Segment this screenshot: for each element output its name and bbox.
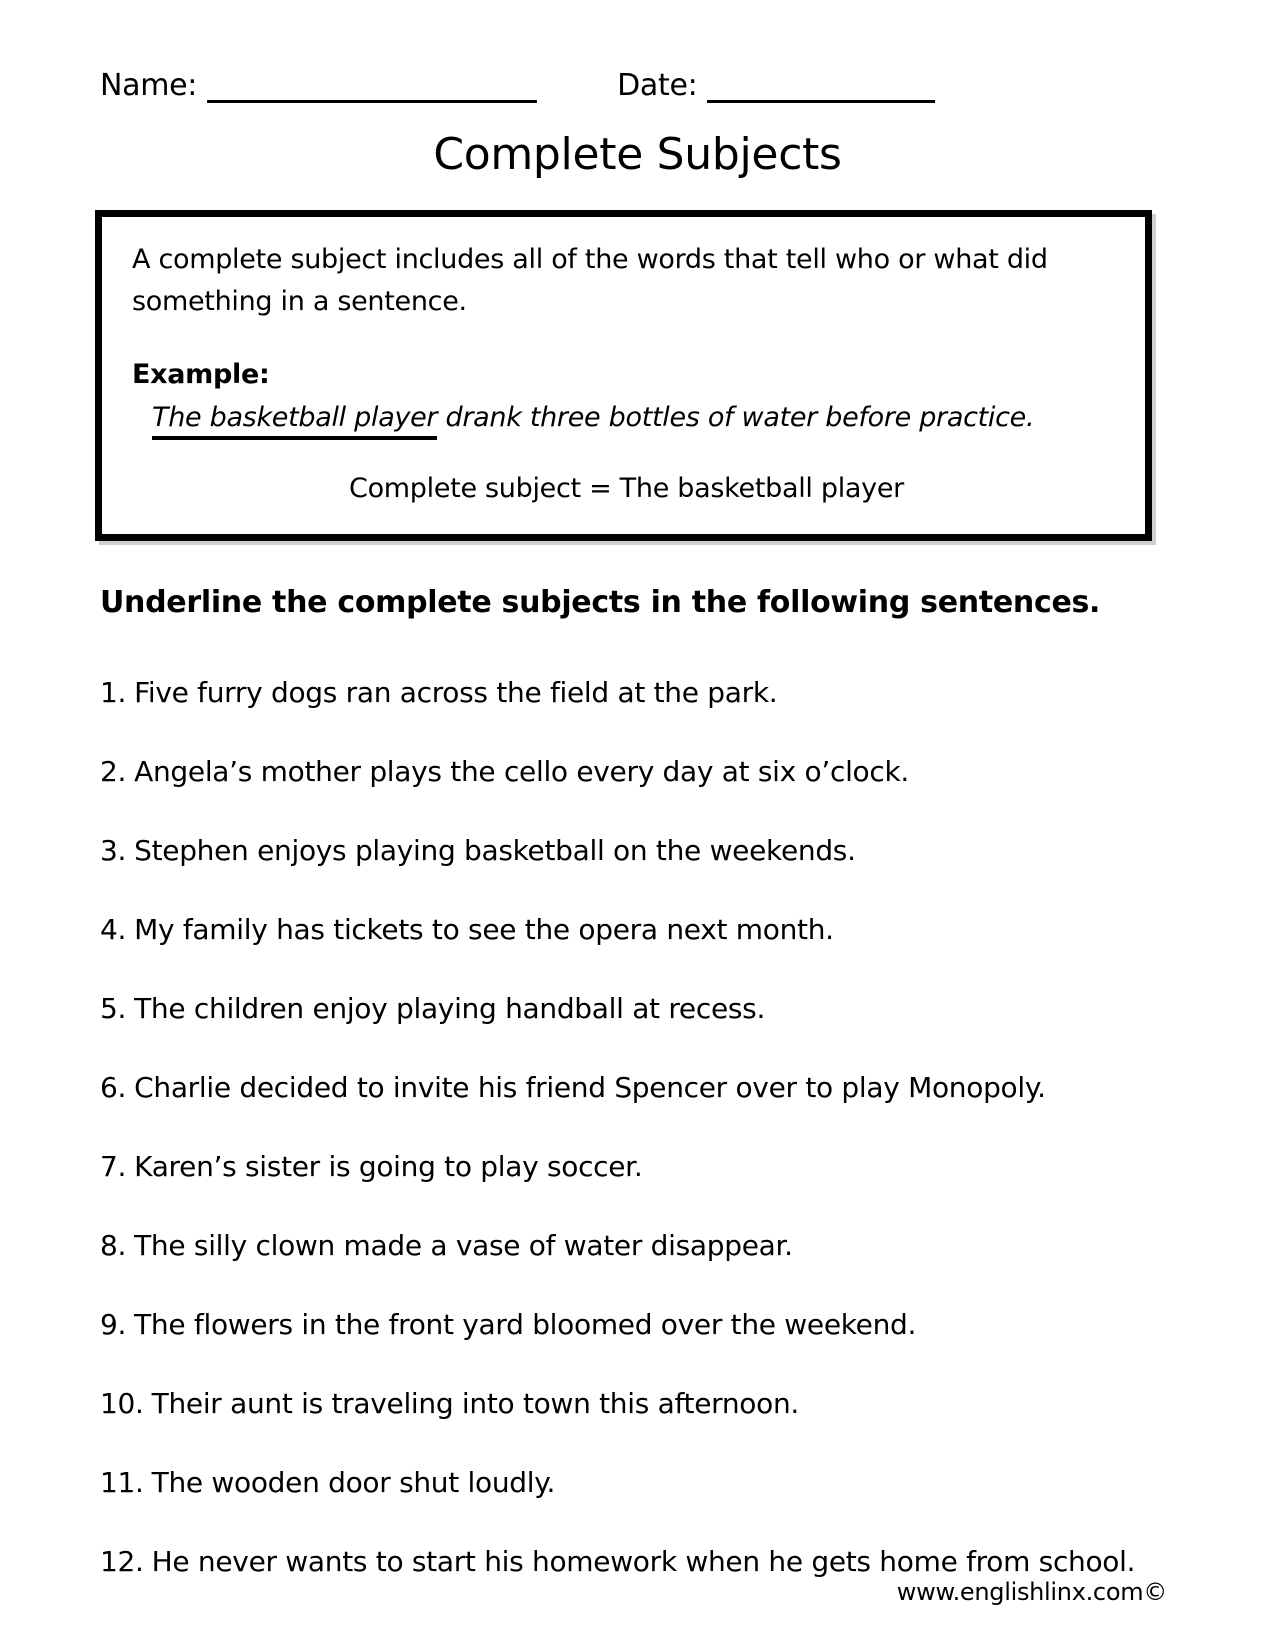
sentence-number: 5. [100,991,127,1025]
sentence-list [100,676,1275,1578]
sentence-text: My family has tickets to see the opera next month. [134,912,834,946]
sentence-item-10 [100,1387,1275,1420]
sentence-item-3 [100,834,1275,867]
sentence-number: 12. [100,1544,144,1578]
sentence-number: 4. [100,912,127,946]
sentence-text: The flowers in the front yard bloomed over the weekend. [134,1307,917,1341]
name-blank-line [207,68,537,103]
sentence-item-11 [100,1466,1275,1499]
sentence-number: 6. [100,1070,127,1104]
example-answer: Complete subject = The basketball player [349,472,904,504]
sentence-number: 8. [100,1228,127,1262]
example-label: Example: [132,358,270,390]
sentence-number: 9. [100,1307,127,1341]
sentence-number: 7. [100,1149,127,1183]
name-label: Name: [100,68,198,103]
sentence-text: Karen’s sister is going to play soccer. [134,1149,643,1183]
sentence-text: Stephen enjoys playing basketball on the weekends. [134,833,856,867]
sentence-text: The silly clown made a vase of water disappear. [134,1228,793,1262]
sentence-text: He never wants to start his homework when he gets home from school. [151,1544,1136,1578]
sentence-item-8 [100,1229,1275,1262]
sentence-text: The wooden door shut loudly. [151,1465,556,1499]
example-underlined-subject: The basketball player [152,402,437,440]
sentence-item-9 [100,1308,1275,1341]
sentence-number: 1. [100,675,127,709]
sentence-item-1 [100,676,1275,709]
sentence-text: Their aunt is traveling into town this afternoon. [151,1386,800,1420]
sentence-item-7 [100,1150,1275,1183]
sentence-text: Angela’s mother plays the cello every day at six o’clock. [134,754,909,788]
page-title: Complete Subjects [433,129,842,180]
sentence-item-2 [100,755,1275,788]
sentence-item-4 [100,913,1275,946]
sentence-number: 3. [100,833,127,867]
example-sentence [152,402,1121,433]
website-credit: www.englishlinx.com© [896,1578,1167,1606]
header [0,0,1275,103]
date-blank-line [707,68,935,103]
date-label: Date: [617,68,698,103]
sentence-item-6 [100,1071,1275,1104]
sentence-text: Charlie decided to invite his friend Spencer over to play Monopoly. [134,1070,1046,1104]
sentence-item-5 [100,992,1275,1025]
definition-box [95,210,1152,541]
sentence-number: 11. [100,1465,144,1499]
sentence-number: 10. [100,1386,144,1420]
example-sentence-rest: drank three bottles of water before practice. [437,401,1035,433]
sentence-number: 2. [100,754,127,788]
sentence-text: The children enjoy playing handball at recess. [134,991,766,1025]
instructions-text: Underline the complete subjects in the following sentences. [100,584,1101,620]
definition-text: A complete subject includes all of the words that tell who or what did something in a sentence. [132,244,1048,317]
sentence-item-12 [100,1545,1275,1578]
sentence-text: Five furry dogs ran across the field at the park. [134,675,778,709]
